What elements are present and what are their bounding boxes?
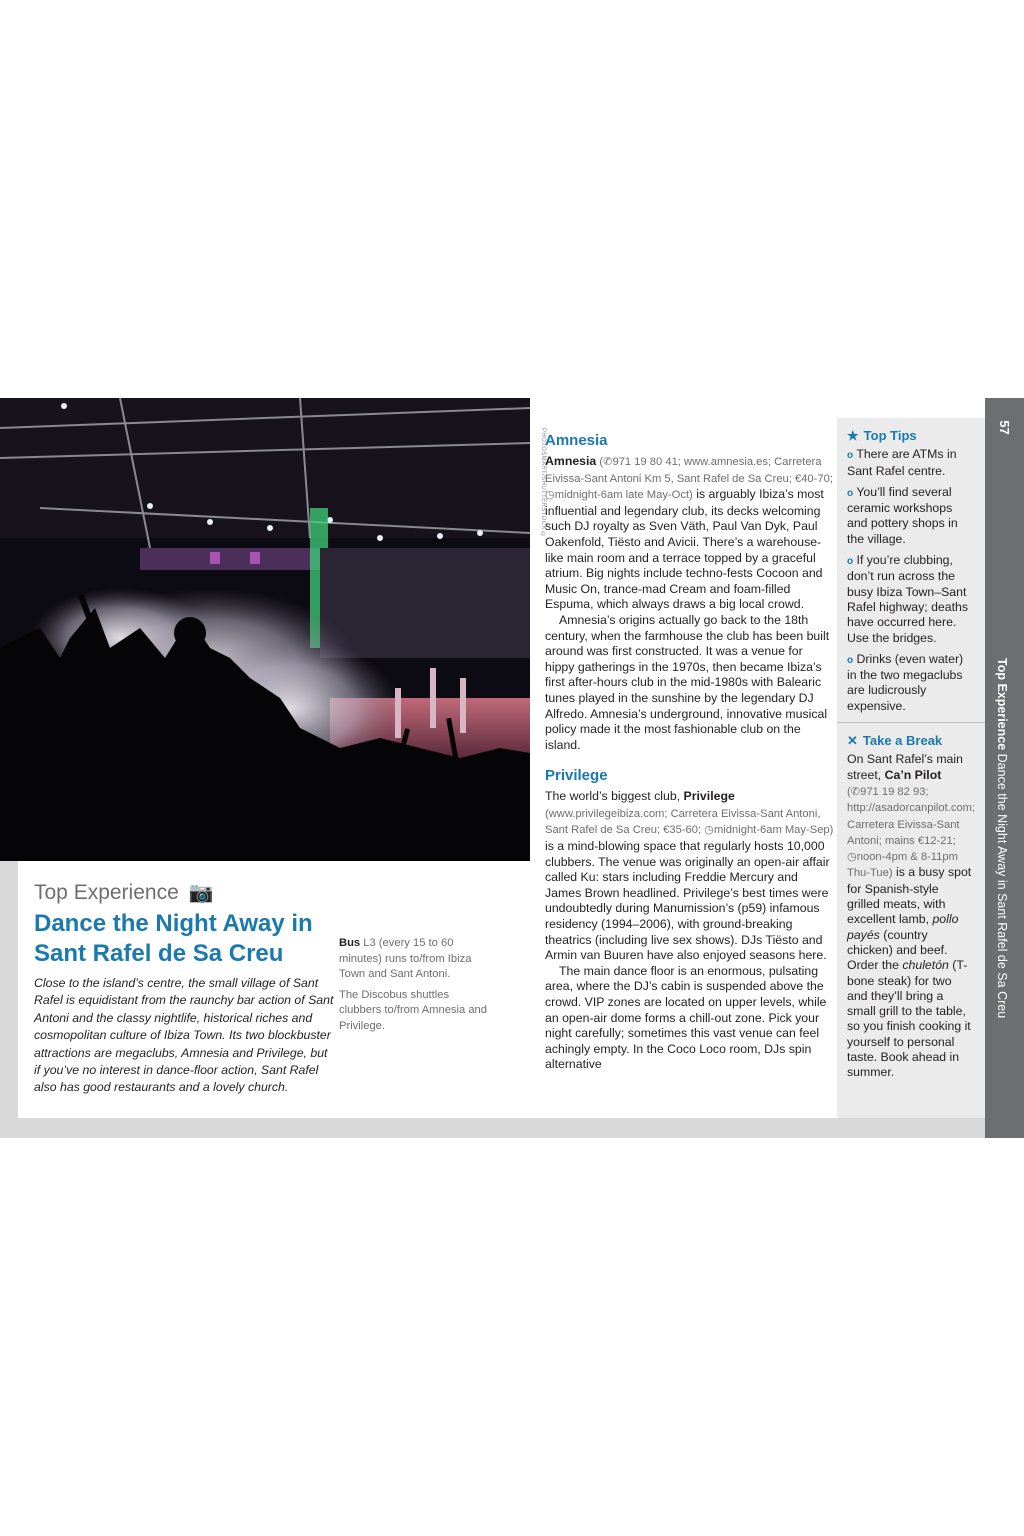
- main-column: [545, 432, 835, 1073]
- break-body-c: (T-bone steak) for two and they’ll bring a small grill to the table, so you finish cooking it yourself to personal taste. Book ahead in summer.: [847, 958, 971, 1080]
- privilege-name: Privilege: [683, 789, 735, 804]
- tip-item: [847, 553, 974, 646]
- phone-icon: ✆: [850, 785, 861, 798]
- chapter-tab: [985, 398, 1024, 1138]
- nightclub-photo: [0, 398, 530, 861]
- privilege-body-1: is a mind-blowing space that regularly hosts 10,000 clubbers. The venue was originally an open-air affair called Ku: stars including Freddie Mercury and James Brown headlined. Privilege’s best times were undoubtedly during Manumission’s (p59) infamous residency (1994–2006), with ground-breaking theatrics (including live sex shows). DJs Tiësto and Armin van Buuren have also enjoyed seasons here.: [545, 839, 830, 963]
- tip-item: [847, 485, 974, 547]
- bus-text: L3 (every 15 to 60 minutes) runs to/from Ibiza Town and Sant Antoni.: [339, 937, 472, 980]
- amnesia-para-1: [545, 454, 835, 613]
- privilege-lead: The world’s biggest club,: [545, 789, 684, 804]
- take-a-break-title: Take a Break: [862, 733, 943, 749]
- take-a-break-text: [847, 752, 974, 1080]
- clock-icon: ◷: [545, 489, 555, 502]
- running-head-title: Dance the Night Away in Sant Rafel de Sa Creu: [995, 753, 1009, 1019]
- tip-item: [847, 652, 974, 714]
- tip-text: You’ll find several ceramic workshops and pottery shops in the village.: [847, 484, 958, 546]
- page: [18, 398, 985, 1118]
- bullet-icon: o: [847, 450, 854, 462]
- bus-label: Bus: [339, 937, 361, 949]
- break-body-b: (country chicken) and beef. Order the: [847, 927, 948, 973]
- amnesia-hours: midnight-6am late May-Oct): [554, 489, 693, 502]
- break-lead: On Sant Rafel’s main street,: [847, 752, 963, 782]
- amnesia-body-1: is arguably Ibiza’s most influential and legendary club, its decks welcoming such DJ royalty as Sven Väth, Paul Van Dyk, Paul Oakenfold, Tiësto and Avicii. There’s a warehouse-like main room and a terrace topped by a graceful atrium. Big nights include techno-fests Cocoon and Music On, trance-mad Cream and foam-filled Espuma, which always draws a big local crowd.: [545, 487, 824, 612]
- privilege-para-2: The main dance floor is an enormous, pulsating area, where the DJ’s cabin is suspended above the crowd. VIP zones are located on upper levels, while an open-air dome forms a chill-out zone. Pick your night carefully; sometimes this vast venue can feel achingly empty. In the Coco Loco room, DJs spin alternative: [545, 963, 827, 1072]
- take-a-break-heading: [847, 733, 974, 748]
- break-open-paren: (: [847, 785, 851, 798]
- break-italic-1: pollo payés: [847, 912, 959, 942]
- bullet-icon: o: [847, 556, 854, 568]
- page-number: 57: [997, 420, 1012, 435]
- clock-icon: ◷: [704, 824, 714, 837]
- kicker-label: Top Experience: [34, 880, 179, 904]
- amnesia-name: Amnesia: [545, 454, 597, 468]
- amnesia-details: 971 19 80 41; www.amnesia.es; Carretera Eivissa-Sant Antoni Km 5, Sant Rafel de Sa Creu; €40-70;: [545, 456, 833, 485]
- take-a-break-box: [837, 723, 985, 1081]
- camera-icon: 📷: [188, 882, 214, 904]
- phone-icon: ✆: [603, 456, 613, 468]
- practical-info: [339, 936, 489, 1039]
- privilege-hours: midnight-6am May-Sep): [713, 824, 834, 837]
- tip-text: Drinks (even water) in the two megaclubs are ludicrously expensive.: [847, 651, 964, 713]
- top-tips-heading: [847, 428, 974, 443]
- restaurant-hours: noon-4pm & 8-11pm Thu-Tue): [847, 851, 958, 880]
- break-body-a: is a busy spot for Spanish-style grilled meats, with excellent lamb,: [847, 865, 972, 927]
- amnesia-heading: Amnesia: [545, 432, 608, 449]
- intro-block: [34, 880, 334, 1097]
- bus-info: [339, 936, 489, 983]
- star-icon: ★: [847, 428, 859, 443]
- tip-text: If you’re clubbing, don’t run across the busy Ibiza Town–Sant Rafel highway; deaths have occurred here. Use the bridges.: [847, 553, 968, 645]
- discobus-info: The Discobus shuttles clubbers to/from Amnesia and Privilege.: [339, 988, 487, 1032]
- tip-item: [847, 447, 974, 479]
- kicker: [34, 880, 334, 905]
- privilege-details: (www.privilegeibiza.com; Carretera Eivissa-Sant Antoni, Sant Rafel de Sa Creu; €35-60;: [545, 807, 821, 837]
- privilege-para-1: [545, 789, 835, 964]
- page-title: Dance the Night Away in Sant Rafel de Sa Creu: [34, 910, 313, 967]
- running-head-section: Top Experience: [995, 658, 1009, 751]
- clock-icon: ◷: [847, 851, 857, 864]
- amnesia-para-2: Amnesia’s origins actually go back to the 18th century, when the farmhouse the club has been built around was first constructed. It was a venue for hippy gatherings in the 1970s, then became Ibiza’s first after-hours club in the mid-1980s with Balearic tunes played in the sunshine by the legendary DJ Alfredo. Amnesia’s underground, innovative musical policy made it the most fashionable club on the island.: [545, 612, 830, 752]
- nightclub-illustration: [0, 398, 530, 861]
- intro-text: Close to the island’s centre, the small village of Sant Rafel is equidistant from the raunchy bar action of Sant Antoni and the classy nightlife, historical riches and cosmopolitan culture of Ibiza Town. Its two blockbuster attractions are megaclubs, Amnesia and Privilege, but if you’ve no interest in dance-floor action, Sant Rafel also has good restaurants and a lovely church.: [34, 976, 334, 1095]
- bullet-icon: o: [847, 487, 854, 499]
- restaurant-details: 971 19 82 93; http://asadorcanpilot.com; Carretera Eivissa-Sant Antoni; mains €12-21;: [847, 785, 976, 847]
- restaurant-name: Ca’n Pilot: [884, 767, 942, 782]
- running-head: [995, 658, 1009, 1018]
- amnesia-open-paren: (: [596, 456, 604, 468]
- privilege-heading: Privilege: [545, 767, 608, 785]
- cutlery-icon: ✕: [847, 733, 858, 749]
- tip-text: There are ATMs in Sant Rafel centre.: [847, 447, 957, 478]
- top-tips-box: [837, 418, 985, 714]
- top-tips-title: Top Tips: [863, 428, 917, 443]
- sidebar: [837, 418, 985, 1118]
- bullet-icon: o: [847, 654, 854, 666]
- break-italic-2: chuletón: [902, 958, 949, 973]
- photo-credit: PHOTOSMART/SHUTTERSTOCK ©: [540, 428, 546, 539]
- page-spread: [0, 398, 1024, 1138]
